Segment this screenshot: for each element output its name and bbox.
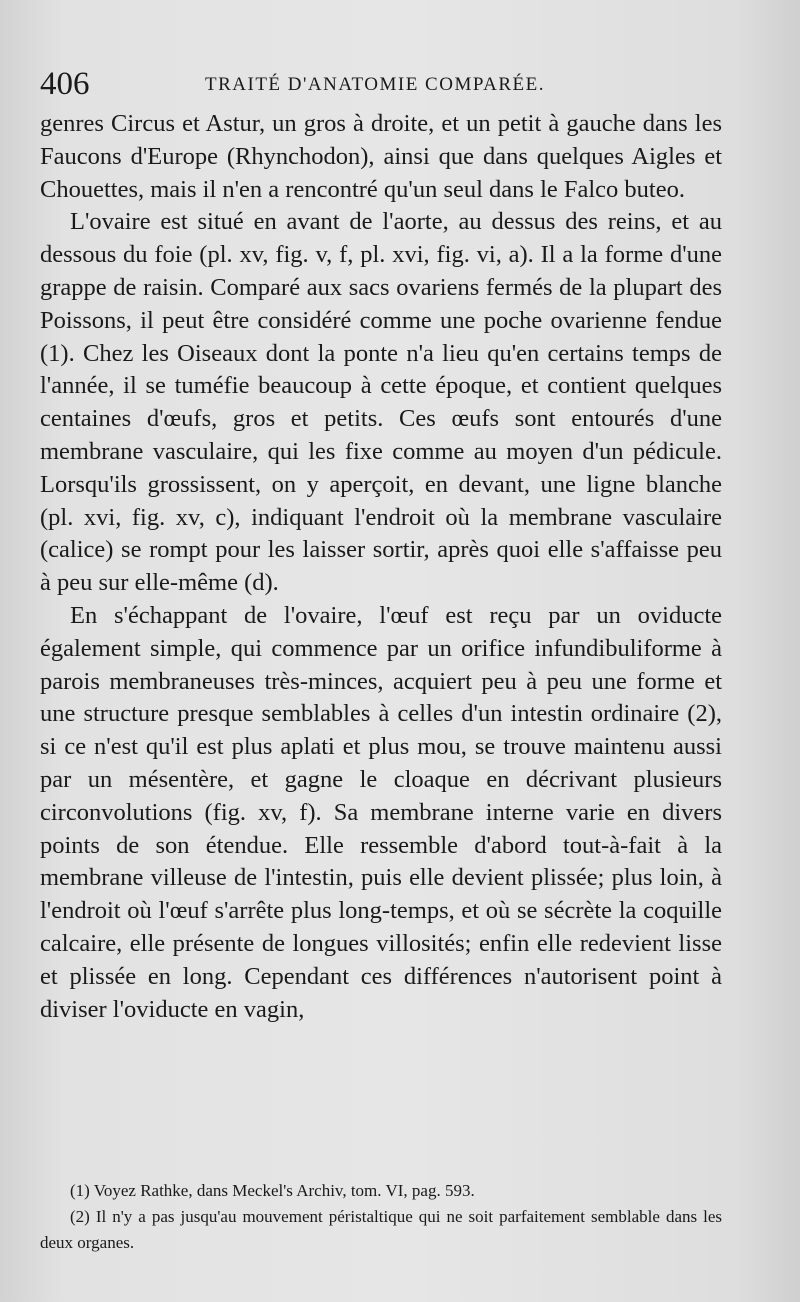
paragraph-continued: genres Circus et Astur, un gros à droite, et un petit à gauche dans les Faucons d'Europe (Rhynchodon), ainsi que dans quelques Aigles et Chouettes, mais il n'en a rencontré qu'un seul dans le Falco buteo. [40, 110, 722, 203]
body-text [40, 108, 722, 1026]
running-title: TRAITÉ D'ANATOMIE COMPARÉE. [205, 74, 546, 95]
paragraph-oviducte: En s'échappant de l'ovaire, l'œuf est reçu par un oviducte également simple, qui commence par un orifice infundibuliforme à parois membraneuses très-minces, acquiert peu à peu une forme et une structure presque semblables à celles d'un intestin ordinaire (2), si ce n'est qu'il est plus aplati et plus mou, se trouve maintenu aussi par un mésentère, et gagne le cloaque en décrivant plusieurs circonvolutions (fig. xv, f). Sa membrane interne varie en divers points de son étendue. Elle ressemble d'abord tout-à-fait à la membrane villeuse de l'intestin, puis elle devient plissée; plus loin, à l'endroit où l'œuf s'arrête plus long-temps, et où se sécrète la coquille calcaire, elle présente de longues villosités; enfin elle redevient lisse et plissée en long. Cependant ces différences n'autorisent point à diviser l'oviducte en vagin, [40, 601, 722, 1023]
footnotes [40, 1178, 722, 1256]
footnote-1: (1) Voyez Rathke, dans Meckel's Archiv, tom. VI, pag. 593. [70, 1181, 475, 1200]
paragraph-ovaire: L'ovaire est situé en avant de l'aorte, au dessus des reins, et au dessous du foie (pl. xv, fig. v, f, pl. xvi, fig. vi, a). Il a la forme d'une grappe de raisin. Comparé aux sacs ovariens fermés de la plupart des Poissons, il peut être considéré comme une poche ovarienne fendue (1). Chez les Oiseaux dont la ponte n'a lieu qu'en certains temps de l'année, il se tuméfie beaucoup à cette époque, et contient quelques centaines d'œufs, gros et petits. Ces œufs sont entourés d'une membrane vasculaire, qui les fixe comme au moyen d'un pédicule. Lorsqu'ils grossissent, on y aperçoit, en devant, une ligne blanche (pl. xvi, fig. xv, c), indiquant l'endroit où la membrane vasculaire (calice) se rompt pour les laisser sortir, après quoi elle s'affaisse peu à peu sur elle-même (d). [40, 208, 722, 597]
footnote-2: (2) Il n'y a pas jusqu'au mouvement péristaltique qui ne soit parfaitement semblable dans les deux organes. [40, 1207, 722, 1252]
page-number: 406 [40, 66, 90, 102]
page-header [40, 64, 740, 104]
